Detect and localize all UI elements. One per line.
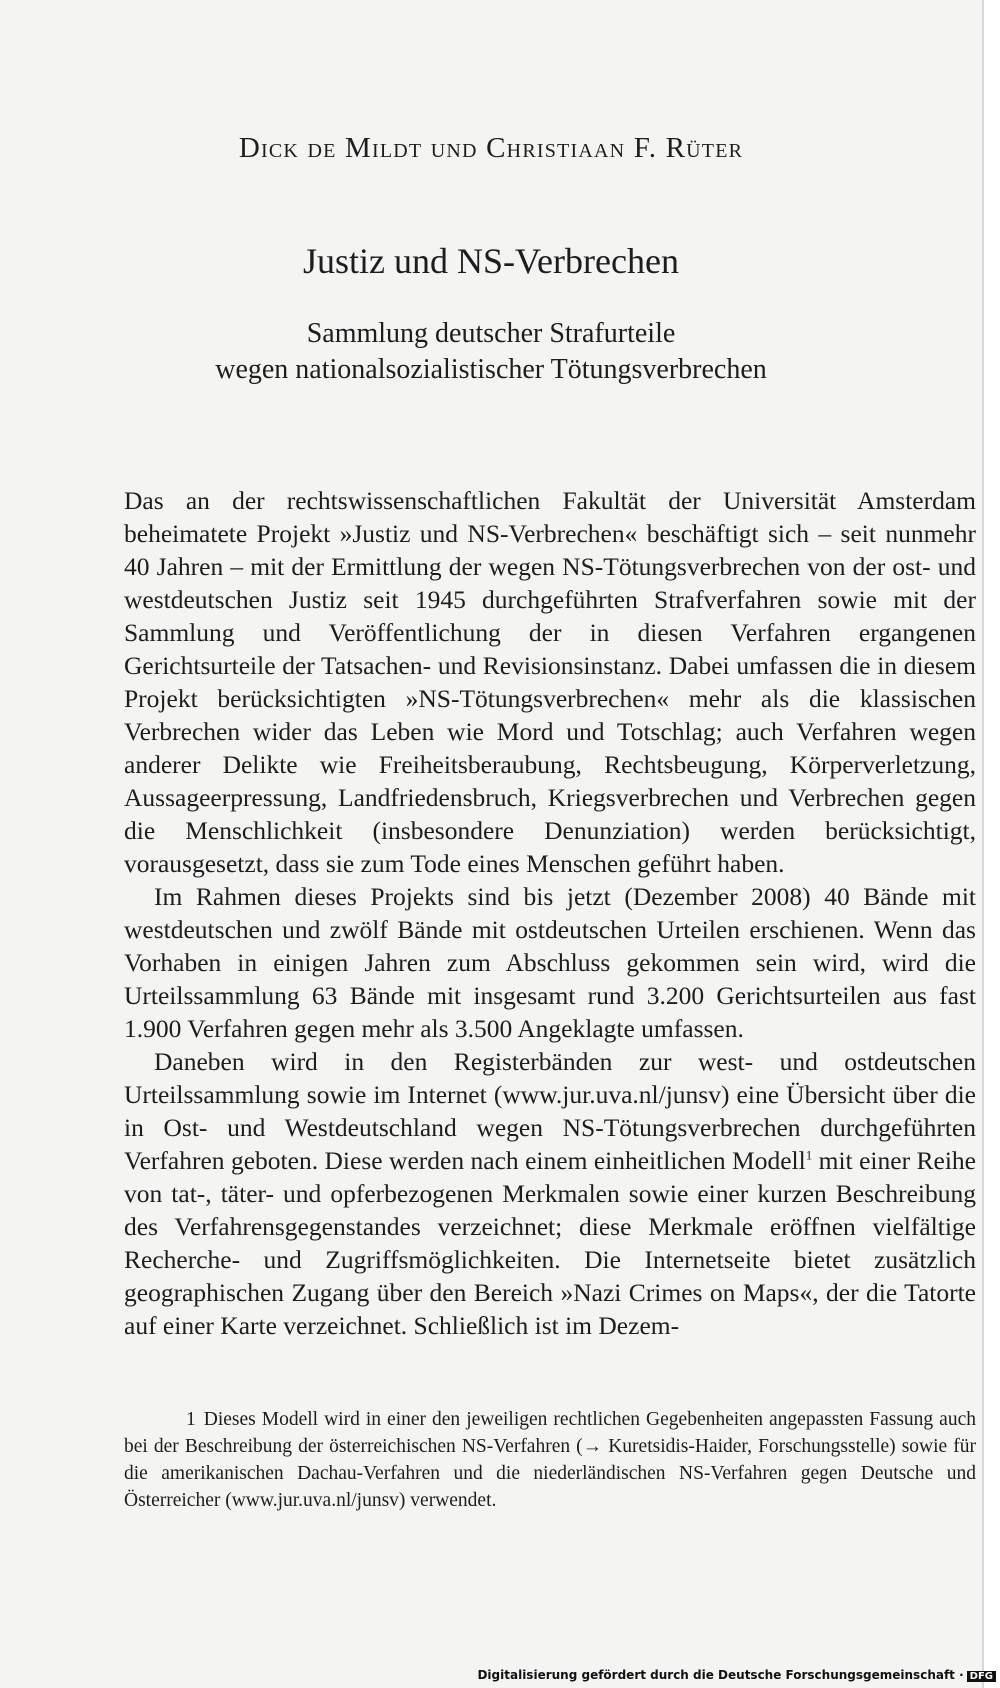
stamp-text: Digitalisierung gefördert durch die Deutsche Forschungsgemeinschaft · bbox=[477, 1668, 964, 1682]
author-line: Dick de Mildt und Christiaan F. Rüter bbox=[238, 132, 744, 164]
paragraph-1: Das an der rechtswissenschaftlichen Fakultät der Universität Amsterdam beheimatete Projekt »Justiz und NS-Verbrechen« beschäftigt sich – seit nunmehr 40 Jahren – mit der Ermittlung der wegen NS-Tötungsverbrechen von der ost- und westdeutschen Justiz seit 1945 durchgeführten Strafverfahren sowie mit der Sammlung und Veröffentlichung der in diesen Verfahren ergangenen Gerichtsurteile der Tatsachen- und Revisionsinstanz. Dabei umfassen die in diesem Projekt berücksichtigten »NS-Tötungsverbrechen« mehr als die klassischen Verbrechen wider das Leben wie Mord und Totschlag; auch Verfahren wegen anderer Delikte wie Freiheitsberaubung, Rechtsbeugung, Körperverletzung, Aussageerpressung, Landfriedensbruch, Kriegsverbrechen und Verbrechen gegen die Menschlichkeit (insbesondere Denunziation) werden berücksichtigt, vorausgesetzt, dass sie zum Tode eines Menschen geführt haben. bbox=[124, 486, 976, 878]
footnote-number: 1 bbox=[186, 1409, 196, 1430]
body-text bbox=[124, 484, 976, 1342]
paragraph-3-part-b: mit einer Reihe von tat-, täter- und opferbezogenen Merkmalen sowie einer kurzen Beschreibung des Verfahrensgegenstandes verzeichnet; diese Merkmale eröffnen vielfältige Recherche- und Zugriffsmöglichkeiten. Die Internetseite bietet zusätzlich geographischen Zugang über den Bereich »Nazi Crimes on Maps«, der die Tatorte auf einer Karte verzeichnet. Schließlich ist im Dezem- bbox=[124, 1146, 976, 1340]
paragraph-3 bbox=[124, 1045, 976, 1342]
chapter-title: Justiz und NS-Verbrechen bbox=[303, 241, 679, 281]
subtitle-line-2: wegen nationalsozialistischer Tötungsverbrechen bbox=[215, 354, 767, 385]
footnote-text: Dieses Modell wird in einer den jeweiligen rechtlichen Gegebenheiten angepassten Fassung auch bei der Beschreibung der österreichischen NS-Verfahren (→ Kuretsidis-Haider, Forschungsstelle) sowie für die amerikanischen Dachau-Verfahren und die niederländischen NS-Verfahren gegen Deutsche und Österreicher (www.jur.uva.nl/junsv) verwendet. bbox=[124, 1409, 976, 1511]
chapter-subtitle bbox=[0, 316, 982, 388]
footnote bbox=[124, 1406, 976, 1514]
digitization-stamp bbox=[477, 1668, 996, 1682]
subtitle-line-1: Sammlung deutscher Strafurteile bbox=[306, 318, 676, 349]
footnote-reference: 1 bbox=[805, 1147, 813, 1163]
paragraph-2: Im Rahmen dieses Projekts sind bis jetzt (Dezember 2008) 40 Bände mit westdeutschen und zwölf Bände mit ostdeutschen Urteilen erschienen. Wenn das Vorhaben in einigen Jahren zum Abschluss gekommen sein wird, wird die Urteilssammlung 63 Bände mit insgesamt rund 3.200 Gerichtsurteilen aus fast 1.900 Verfahren gegen mehr als 3.500 Angeklagte umfassen. bbox=[124, 882, 976, 1043]
paragraph-3-part-a: Daneben wird in den Registerbänden zur west- und ostdeutschen Urteilssammlung sowie im Internet (www.jur.uva.nl/junsv) eine Übersicht über die in Ost- und Westdeutschland wegen NS-Tötungsverbrechen durchgeführten Verfahren geboten. Diese werden nach einem einheitlichen Modell bbox=[124, 1047, 976, 1175]
dfg-logo: DFG bbox=[967, 1671, 996, 1682]
